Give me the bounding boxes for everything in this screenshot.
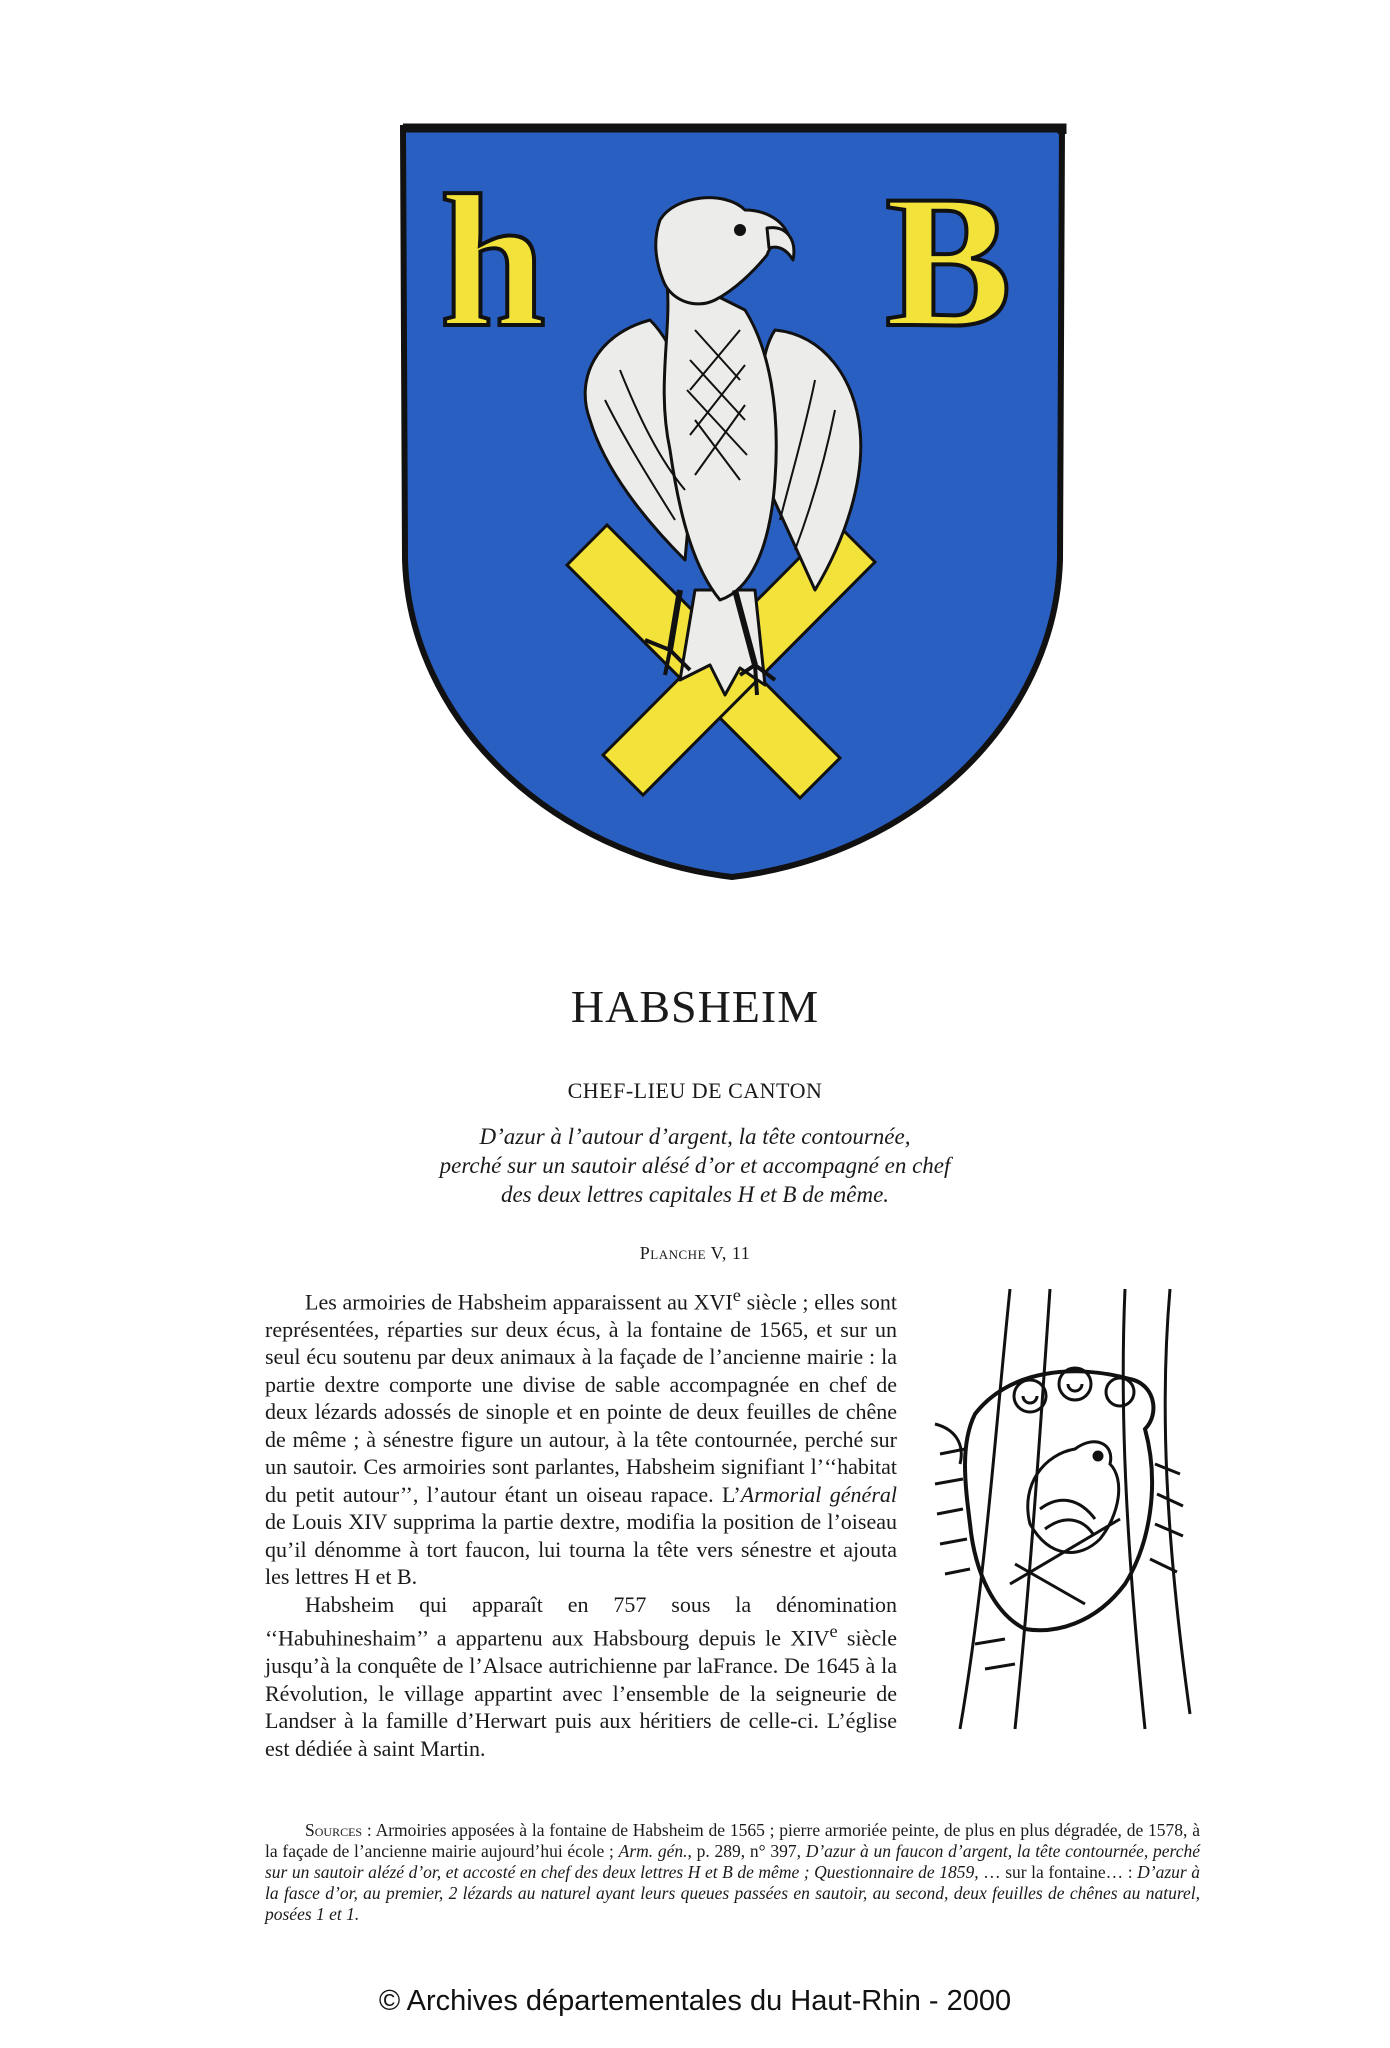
history-paragraph-2: Habsheim qui apparaît en 757 sous la dénomination ‘‘Habuhineshaim’’ a appartenu aux Habsbourg depuis le XIVe siècle jusqu’à la conquête de l’Alsace autrichienne par laFrance. De 1645 à la Révolution, le village appartint avec l’ensemble de la seigneurie de Landser à la famille d’Herwart puis aux héritiers de celle-ci. L’église est dédiée à saint Martin.: [265, 1591, 897, 1761]
coat-of-arms: [395, 120, 1070, 885]
plate-reference: Planche V, 11: [639, 1243, 751, 1263]
page-title: HABSHEIM: [570, 981, 820, 1032]
body-text: [265, 1282, 1200, 1762]
letter-b: B: [885, 157, 1012, 367]
letter-h: h: [440, 157, 546, 367]
blazon-line: perché sur un sautoir alésé d’or et accompagné en chef: [439, 1153, 951, 1178]
blazon-description: [300, 1122, 1090, 1209]
copyright-notice: © Archives départementales du Haut-Rhin - 2000: [378, 1985, 1012, 2017]
carved-stone-shield-illustration: [915, 1284, 1200, 1734]
blazon-line: des deux lettres capitales H et B de même.: [500, 1182, 890, 1207]
history-paragraph-1: Les armoiries de Habsheim apparaissent au XVIe siècle ; elles sont représentées, réparties sur deux écus, à la fontaine de 1565, et sur un seul écu soutenu par deux animaux à la façade de l’ancienne mairie : la partie dextre comporte une divise de sable accompagnée en chef de deux lézards adossés de sinople et en pointe de deux feuilles de chêne de même ; à sénestre figure un autour, à la tête contournée, perché sur un sautoir. Ces armoiries sont parlantes, Habsheim signifiant l’‘‘habitat du petit autour’’, l’autour étant un oiseau rapace. L’Armorial général de Louis XIV supprima la partie dextre, modifia la position de l’oiseau qu’il dénomme à tort faucon, lui tourna la tête vers sénestre et ajouta les lettres H et B.: [265, 1285, 897, 1590]
page-subtitle: CHEF-LIEU DE CANTON: [567, 1078, 823, 1103]
sources-note: Sources : Armoiries apposées à la fontaine de Habsheim de 1565 ; pierre armoriée peinte, de plus en plus dégradée, de 1578, à la façade de l’ancienne mairie aujourd’hui école ; Arm. gén., p. 289, n° 397, D’azur à un faucon d’argent, la tête contournée, perché sur un sautoir alézé d’or, et accosté en chef des deux lettres H et B de même ; Questionnaire de 1859, … sur la fontaine… : D’azur à la fasce d’or, au premier, 2 lézards au naturel ayant leurs queues passées en sautoir, au second, deux feuilles de chênes au naturel, posées 1 et 1.: [265, 1820, 1201, 1924]
blazon-line: D’azur à l’autour d’argent, la tête contournée,: [479, 1124, 911, 1149]
sources-label: Sources: [305, 1820, 363, 1840]
